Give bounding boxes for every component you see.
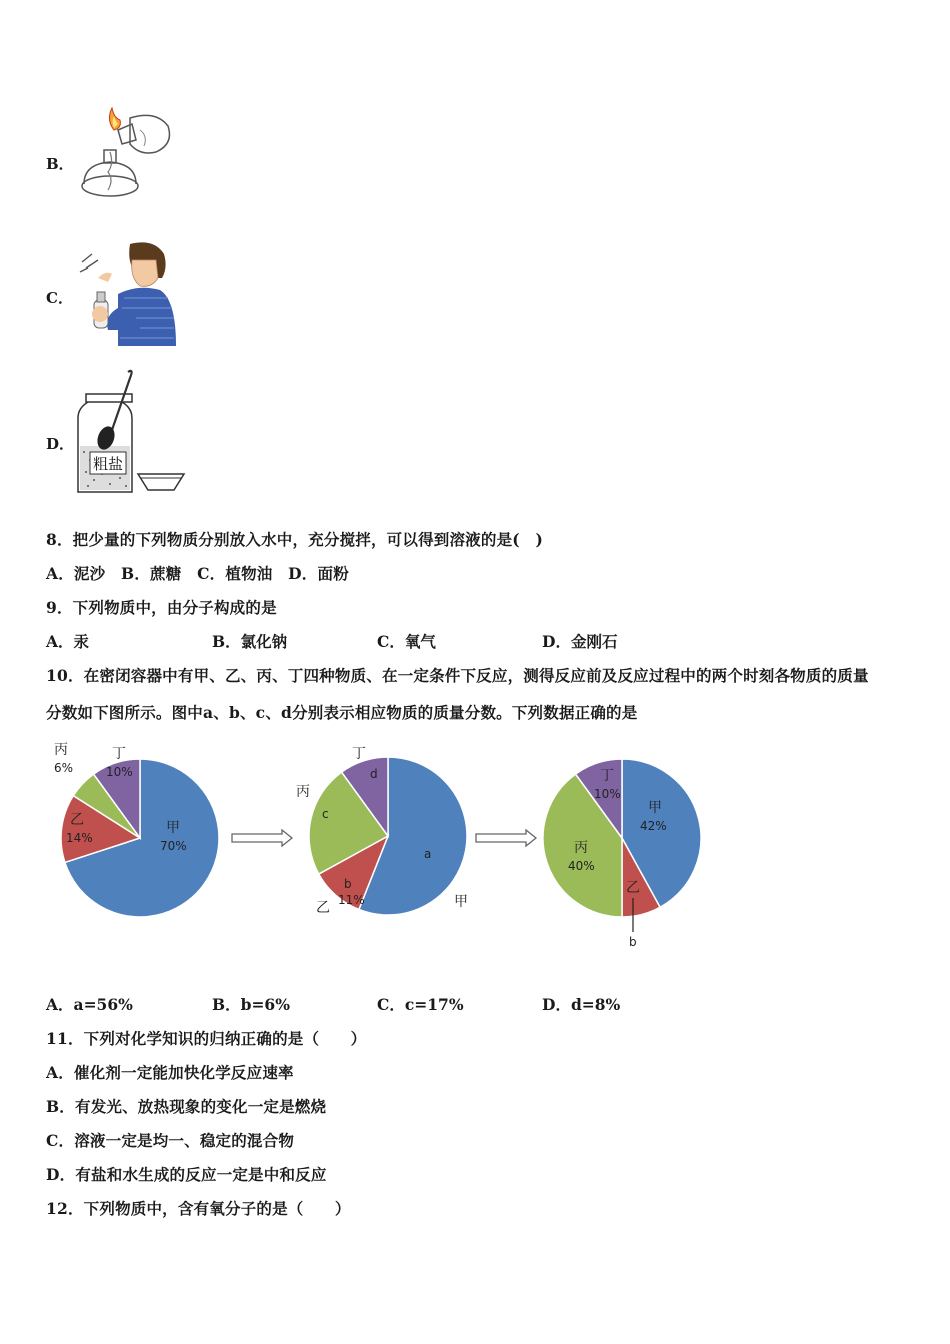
pie1-label-bing: 丙 [54,742,68,758]
pie3-value-jia: 42% [640,819,667,833]
question-11-option-b: B．有发光、放热现象的变化一定是燃烧 [46,1097,327,1116]
pie1-value-bing: 6% [54,761,74,775]
pie-charts-figure [40,738,720,958]
pie2-label-ding: 丁 [352,746,366,762]
option-c-letter: C． [46,289,73,307]
pie3-label-ding: 丁 [600,768,614,784]
question-10-line1: 10．在密闭容器中有甲、乙、丙、丁四种物质、在一定条件下反应，测得反应前及反应过程中的两个时刻各物质的质量 [46,666,869,685]
question-10-option-b: B．b=6% [212,995,290,1014]
question-8-text: 8．把少量的下列物质分别放入水中，充分搅拌，可以得到溶液的是( ) [46,530,544,549]
pie1-value-yi: 14% [66,831,93,845]
boy-smelling-bottle-icon [78,238,180,348]
arrow-right-icon [232,830,292,846]
question-10-option-a: A．a=56% [46,995,133,1014]
pie3-label-bing: 丙 [574,840,588,856]
question-11-option-d: D．有盐和水生成的反应一定是中和反应 [46,1165,327,1184]
pie3-value-ding: 10% [594,787,621,801]
pie-chart-after [543,759,701,917]
question-10-line2: 分数如下图所示。图中a、b、c、d分别表示相应物质的质量分数。下列数据正确的是 [46,703,638,722]
jar-label: 粗盐 [92,455,124,473]
pie2-label-jia: 甲 [454,894,468,910]
pie1-label-yi: 乙 [70,812,84,828]
pie-chart-middle [309,757,467,915]
pie2-value-d: d [370,767,378,781]
question-9-option-b: B．氯化钠 [212,632,288,651]
option-d-letter: D． [46,435,75,453]
pie3-value-bing: 40% [568,859,595,873]
question-11-option-a: A．催化剂一定能加快化学反应速率 [46,1063,294,1082]
question-8-options: A．泥沙 B．蔗糖 C．植物油 D．面粉 [46,564,349,583]
question-9-option-c: C．氧气 [377,632,436,651]
pie2-value-c: c [322,807,329,821]
question-9-option-d: D．金刚石 [542,632,618,651]
question-9-text: 9．下列物质中，由分子构成的是 [46,598,277,617]
pie3-value-b: b [629,935,637,949]
alcohol-lamp-lighting-icon [78,100,174,208]
pie1-value-ding: 10% [106,765,133,779]
question-10-option-c: C．c=17% [377,995,464,1014]
question-11-text: 11．下列对化学知识的归纳正确的是（ ） [46,1029,367,1048]
question-10-option-d: D．d=8% [542,995,621,1014]
pie3-label-jia: 甲 [648,800,662,816]
pie3-label-yi: 乙 [626,880,640,896]
pie2-label-yi: 乙 [316,900,330,916]
option-b-letter: B． [46,155,74,173]
pie1-value-jia: 70% [160,839,187,853]
arrow-right-icon [476,830,536,846]
pie1-label-ding: 丁 [112,746,126,762]
coarse-salt-jar-spoon-icon [74,368,190,498]
pie2-value-b-pct: 11% [338,893,365,907]
question-11-option-c: C．溶液一定是均一、稳定的混合物 [46,1131,295,1150]
pie1-label-jia: 甲 [166,820,180,836]
question-9-option-a: A．汞 [46,632,90,651]
pie2-label-bing: 丙 [296,784,310,800]
question-12-text: 12．下列物质中，含有氧分子的是（ ） [46,1199,351,1218]
pie2-value-b: b [344,877,352,891]
pie2-value-a: a [424,847,432,861]
